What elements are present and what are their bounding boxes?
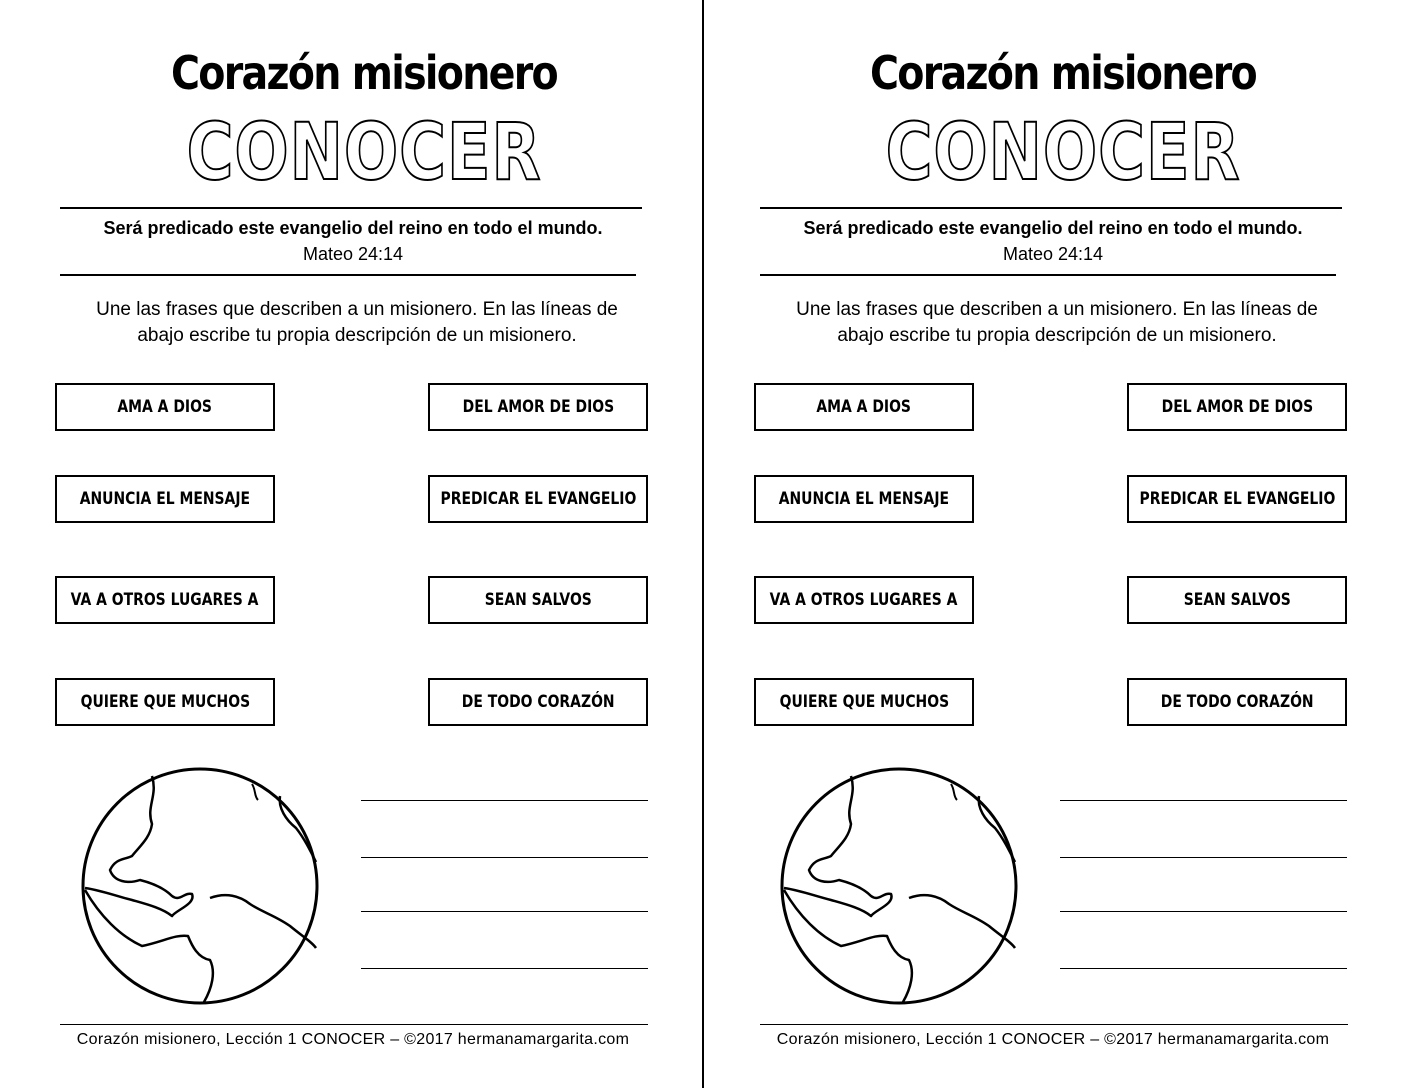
globe-icon bbox=[779, 766, 1019, 1006]
phrase-label: VA A OTROS LUGARES A bbox=[770, 590, 958, 610]
writing-line-2[interactable] bbox=[361, 857, 648, 858]
rule-bottom bbox=[60, 1024, 648, 1025]
phrase-box-right-4[interactable] bbox=[428, 678, 648, 726]
phrase-label: VA A OTROS LUGARES A bbox=[71, 590, 259, 610]
instructions-line-1: Une las frases que describen a un misionero. En las líneas de bbox=[796, 299, 1318, 320]
instructions-line-1: Une las frases que describen a un misionero. En las líneas de bbox=[96, 299, 618, 320]
footer-credit: Corazón misionero, Lección 1 CONOCER – ©2017 hermanamargarita.com bbox=[76, 1031, 630, 1048]
phrase-box-right-3[interactable] bbox=[1127, 576, 1347, 624]
instructions-line-2: abajo escribe tu propia descripción de un misionero. bbox=[837, 325, 1277, 346]
phrase-box-left-2[interactable] bbox=[754, 475, 974, 523]
phrase-box-left-2[interactable] bbox=[55, 475, 275, 523]
worksheet-subtitle: CONOCER bbox=[186, 108, 542, 198]
verse-reference: Mateo 24:14 bbox=[302, 244, 404, 264]
instructions bbox=[60, 297, 654, 349]
bible-verse: Será predicado este evangelio del reino en todo el mundo. bbox=[103, 218, 603, 238]
phrase-label: DE TODO CORAZÓN bbox=[461, 692, 615, 712]
phrase-label: QUIERE QUE MUCHOS bbox=[779, 692, 949, 712]
phrase-box-left-1[interactable] bbox=[55, 383, 275, 431]
bible-verse: Será predicado este evangelio del reino en todo el mundo. bbox=[803, 218, 1303, 238]
rule-top bbox=[60, 207, 642, 209]
phrase-label: ANUNCIA EL MENSAJE bbox=[79, 489, 251, 509]
writing-line-1[interactable] bbox=[1060, 800, 1347, 801]
phrase-label: SEAN SALVOS bbox=[484, 590, 592, 610]
phrase-label: DEL AMOR DE DIOS bbox=[1161, 397, 1313, 417]
rule-top bbox=[760, 207, 1342, 209]
verse-reference: Mateo 24:14 bbox=[1002, 244, 1104, 264]
phrase-box-left-3[interactable] bbox=[55, 576, 275, 624]
writing-line-1[interactable] bbox=[361, 800, 648, 801]
phrase-box-right-2[interactable] bbox=[428, 475, 648, 523]
phrase-box-left-1[interactable] bbox=[754, 383, 974, 431]
rule-mid bbox=[60, 274, 636, 276]
phrase-box-right-1[interactable] bbox=[428, 383, 648, 431]
worksheet-title: Corazón misionero bbox=[869, 46, 1257, 100]
rule-mid bbox=[760, 274, 1336, 276]
phrase-box-right-2[interactable] bbox=[1127, 475, 1347, 523]
phrase-label: PREDICAR EL EVANGELIO bbox=[1139, 489, 1335, 509]
phrase-label: DEL AMOR DE DIOS bbox=[462, 397, 614, 417]
phrase-box-left-4[interactable] bbox=[754, 678, 974, 726]
writing-line-4[interactable] bbox=[1060, 968, 1347, 969]
phrase-box-right-1[interactable] bbox=[1127, 383, 1347, 431]
phrase-label: ANUNCIA EL MENSAJE bbox=[778, 489, 950, 509]
phrase-box-left-4[interactable] bbox=[55, 678, 275, 726]
worksheet-title: Corazón misionero bbox=[170, 46, 558, 100]
writing-line-3[interactable] bbox=[361, 911, 648, 912]
phrase-label: QUIERE QUE MUCHOS bbox=[80, 692, 250, 712]
phrase-label: PREDICAR EL EVANGELIO bbox=[440, 489, 636, 509]
instructions bbox=[760, 297, 1354, 349]
worksheet-subtitle: CONOCER bbox=[885, 108, 1241, 198]
phrase-label: AMA A DIOS bbox=[117, 397, 213, 417]
writing-line-4[interactable] bbox=[361, 968, 648, 969]
instructions-line-2: abajo escribe tu propia descripción de un misionero. bbox=[137, 325, 577, 346]
globe-icon bbox=[80, 766, 320, 1006]
footer-credit: Corazón misionero, Lección 1 CONOCER – ©2017 hermanamargarita.com bbox=[776, 1031, 1330, 1048]
phrase-box-right-4[interactable] bbox=[1127, 678, 1347, 726]
writing-line-3[interactable] bbox=[1060, 911, 1347, 912]
phrase-box-right-3[interactable] bbox=[428, 576, 648, 624]
phrase-box-left-3[interactable] bbox=[754, 576, 974, 624]
phrase-label: SEAN SALVOS bbox=[1183, 590, 1291, 610]
writing-line-2[interactable] bbox=[1060, 857, 1347, 858]
rule-bottom bbox=[760, 1024, 1348, 1025]
phrase-label: DE TODO CORAZÓN bbox=[1160, 692, 1314, 712]
phrase-label: AMA A DIOS bbox=[816, 397, 912, 417]
worksheet-right bbox=[704, 0, 1408, 1088]
